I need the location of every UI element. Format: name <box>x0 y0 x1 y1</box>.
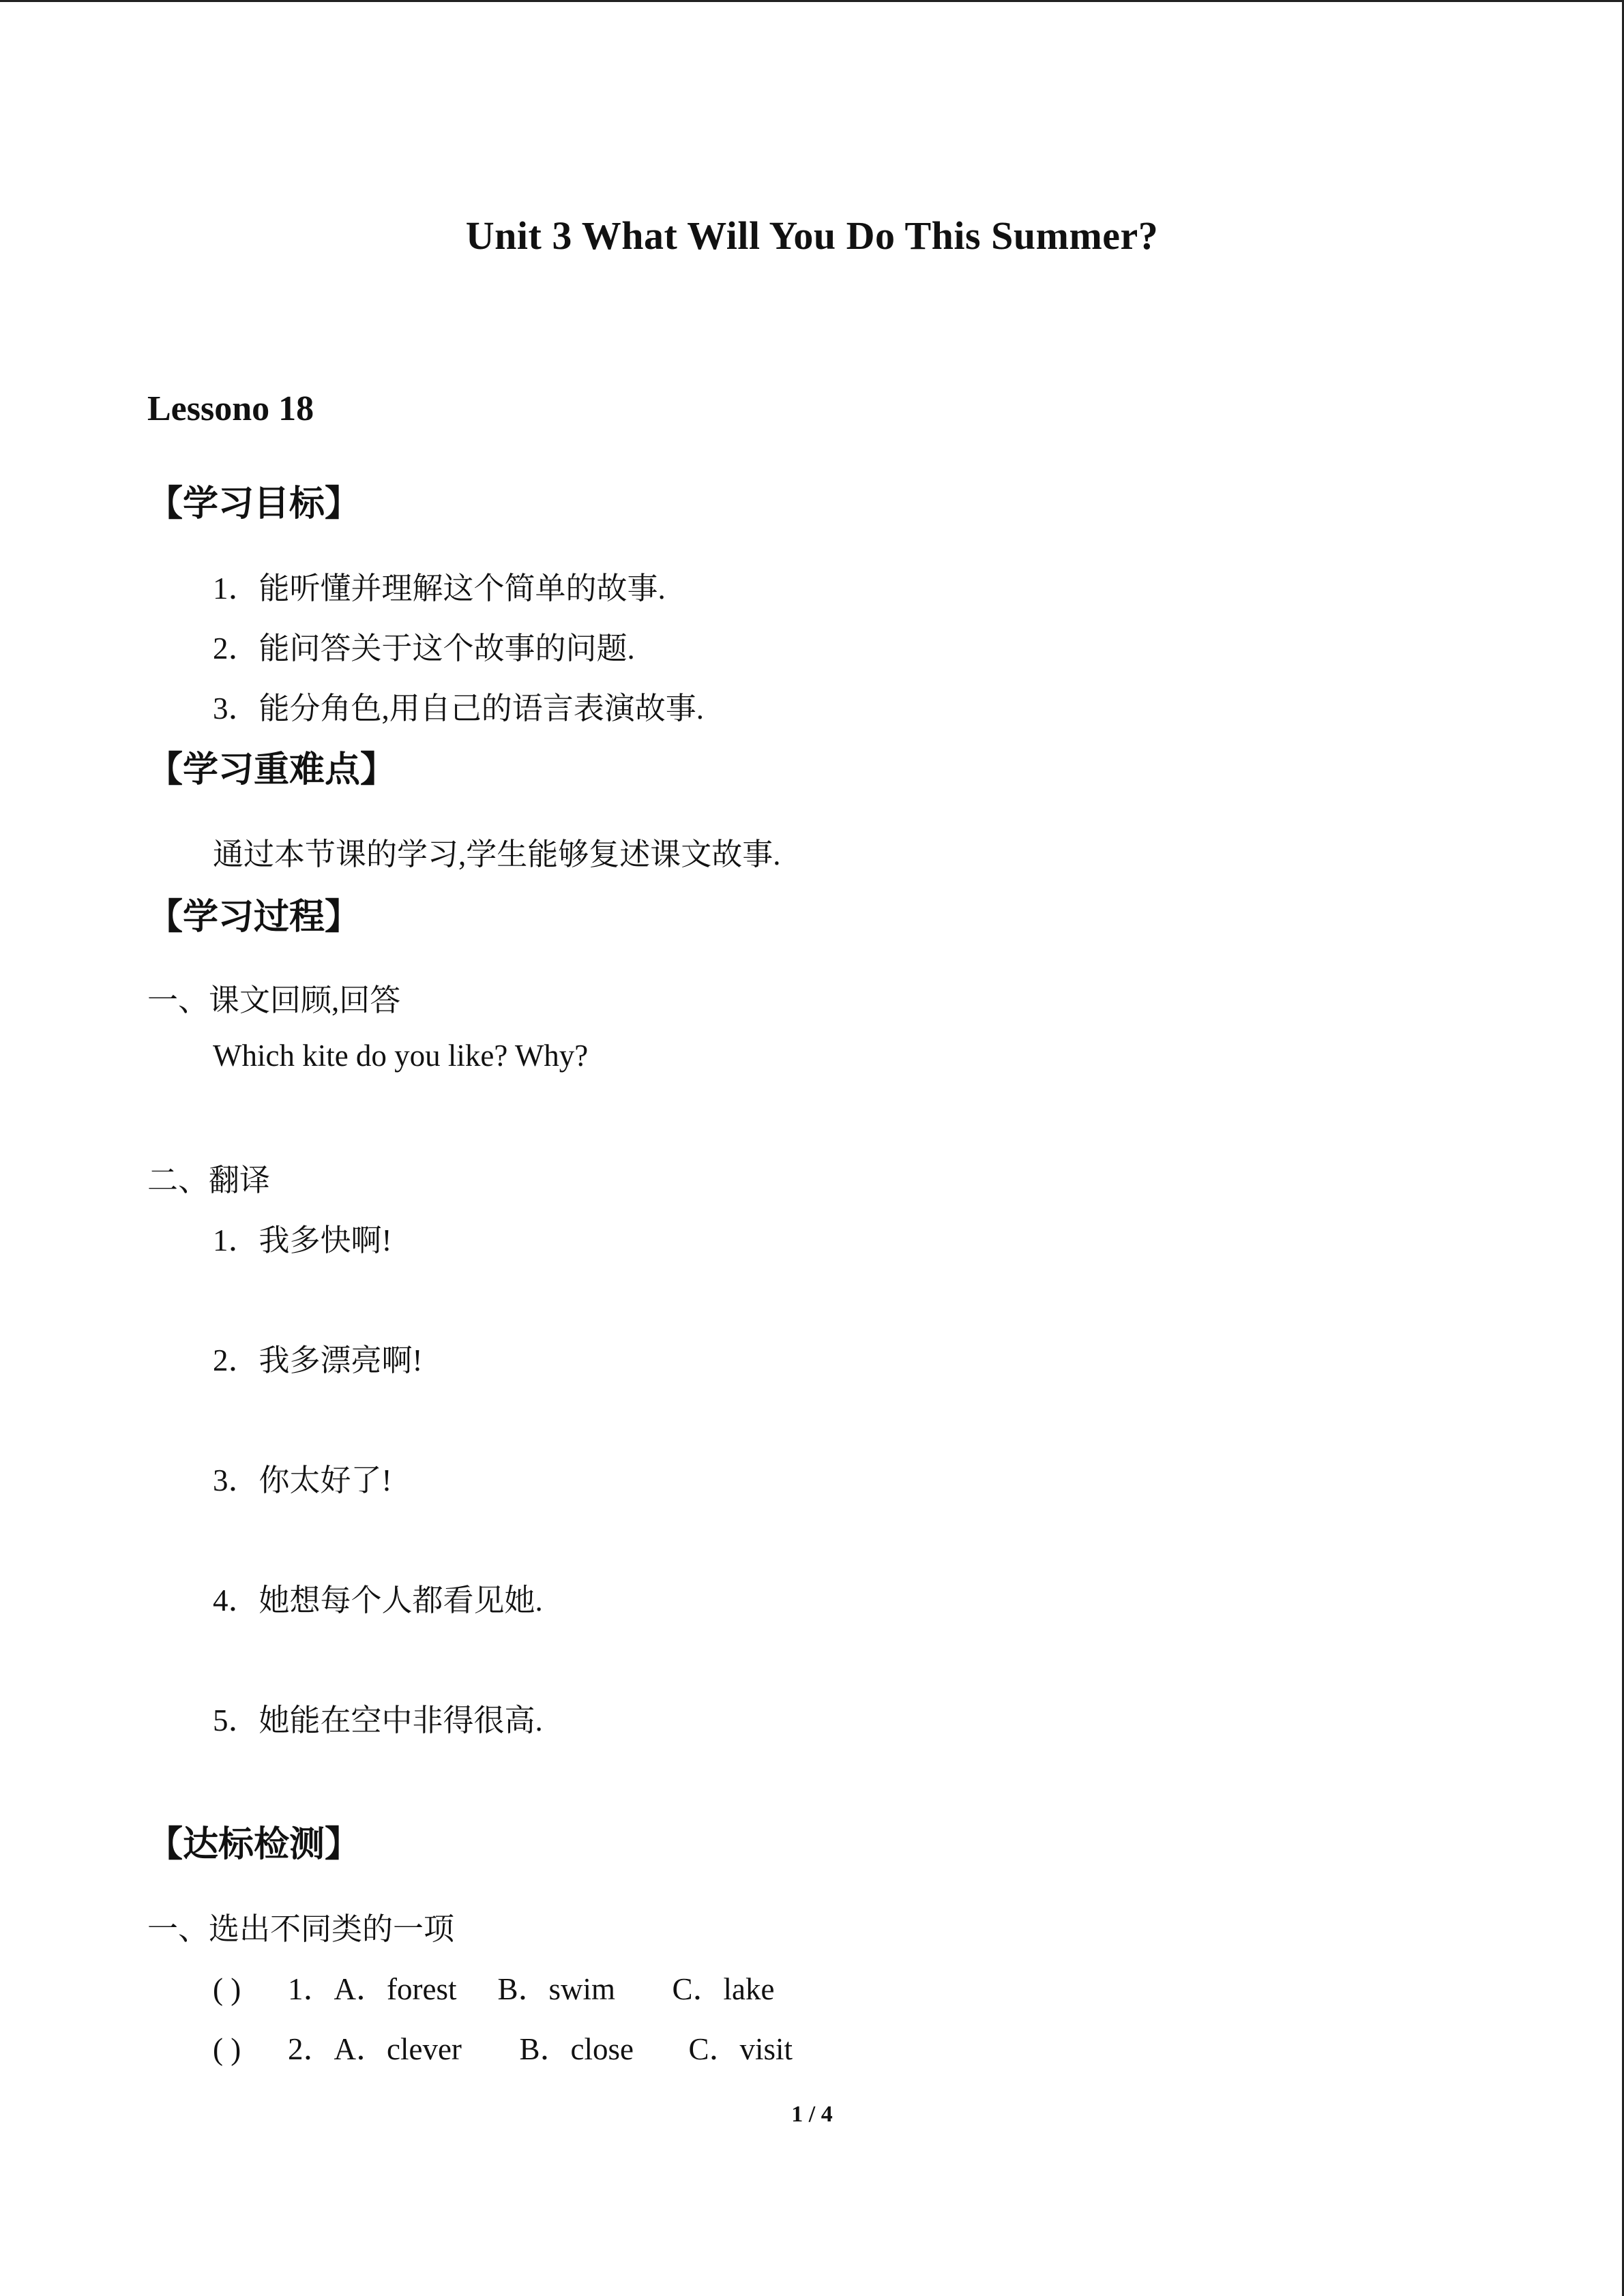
key-points-text: 通过本节课的学习,学生能够复述课文故事. <box>213 837 781 871</box>
process-heading: 【学习过程】 <box>147 897 361 938</box>
option-c: C．lake <box>672 1972 775 2006</box>
translate-label: 二、翻译 <box>147 1163 271 1197</box>
option-b: B．swim <box>497 1972 616 2006</box>
objectives-heading: 【学习目标】 <box>147 483 361 524</box>
option-b: B．close <box>519 2032 634 2066</box>
assessment-heading: 【达标检测】 <box>147 1824 361 1865</box>
objective-item: 1．能听懂并理解这个简单的故事. <box>213 571 666 606</box>
answer-blank[interactable]: ( ) <box>213 1972 241 2006</box>
question-number: 1． <box>288 1972 334 2006</box>
answer-blank[interactable]: ( ) <box>213 2032 241 2066</box>
odd-one-out-label: 一、选出不同类的一项 <box>147 1912 455 1946</box>
lesson-label: Lessono 18 <box>147 389 314 428</box>
key-points-heading: 【学习重难点】 <box>147 749 396 790</box>
question-row <box>213 2024 793 2068</box>
question-row <box>213 1964 774 2008</box>
option-a: A．forest <box>334 1972 457 2006</box>
page-number: 1 / 4 <box>791 2102 833 2127</box>
review-label: 一、课文回顾,回答 <box>147 983 401 1017</box>
translate-item: 4．她想每个人都看见她. <box>213 1583 543 1617</box>
document-title: Unit 3 What Will You Do This Summer? <box>465 213 1159 258</box>
question-number: 2． <box>288 2032 334 2066</box>
translate-item: 2．我多漂亮啊! <box>213 1343 423 1377</box>
review-question: Which kite do you like? Why? <box>213 1039 589 1073</box>
translate-item: 5．她能在空中非得很高. <box>213 1703 543 1738</box>
option-a: A．clever <box>334 2032 462 2066</box>
objective-item: 2．能问答关于这个故事的问题. <box>213 631 635 666</box>
objective-item: 3．能分角色,用自己的语言表演故事. <box>213 691 705 726</box>
option-c: C．visit <box>688 2032 793 2066</box>
translate-item: 3．你太好了! <box>213 1463 392 1497</box>
translate-item: 1．我多快啊! <box>213 1223 392 1257</box>
